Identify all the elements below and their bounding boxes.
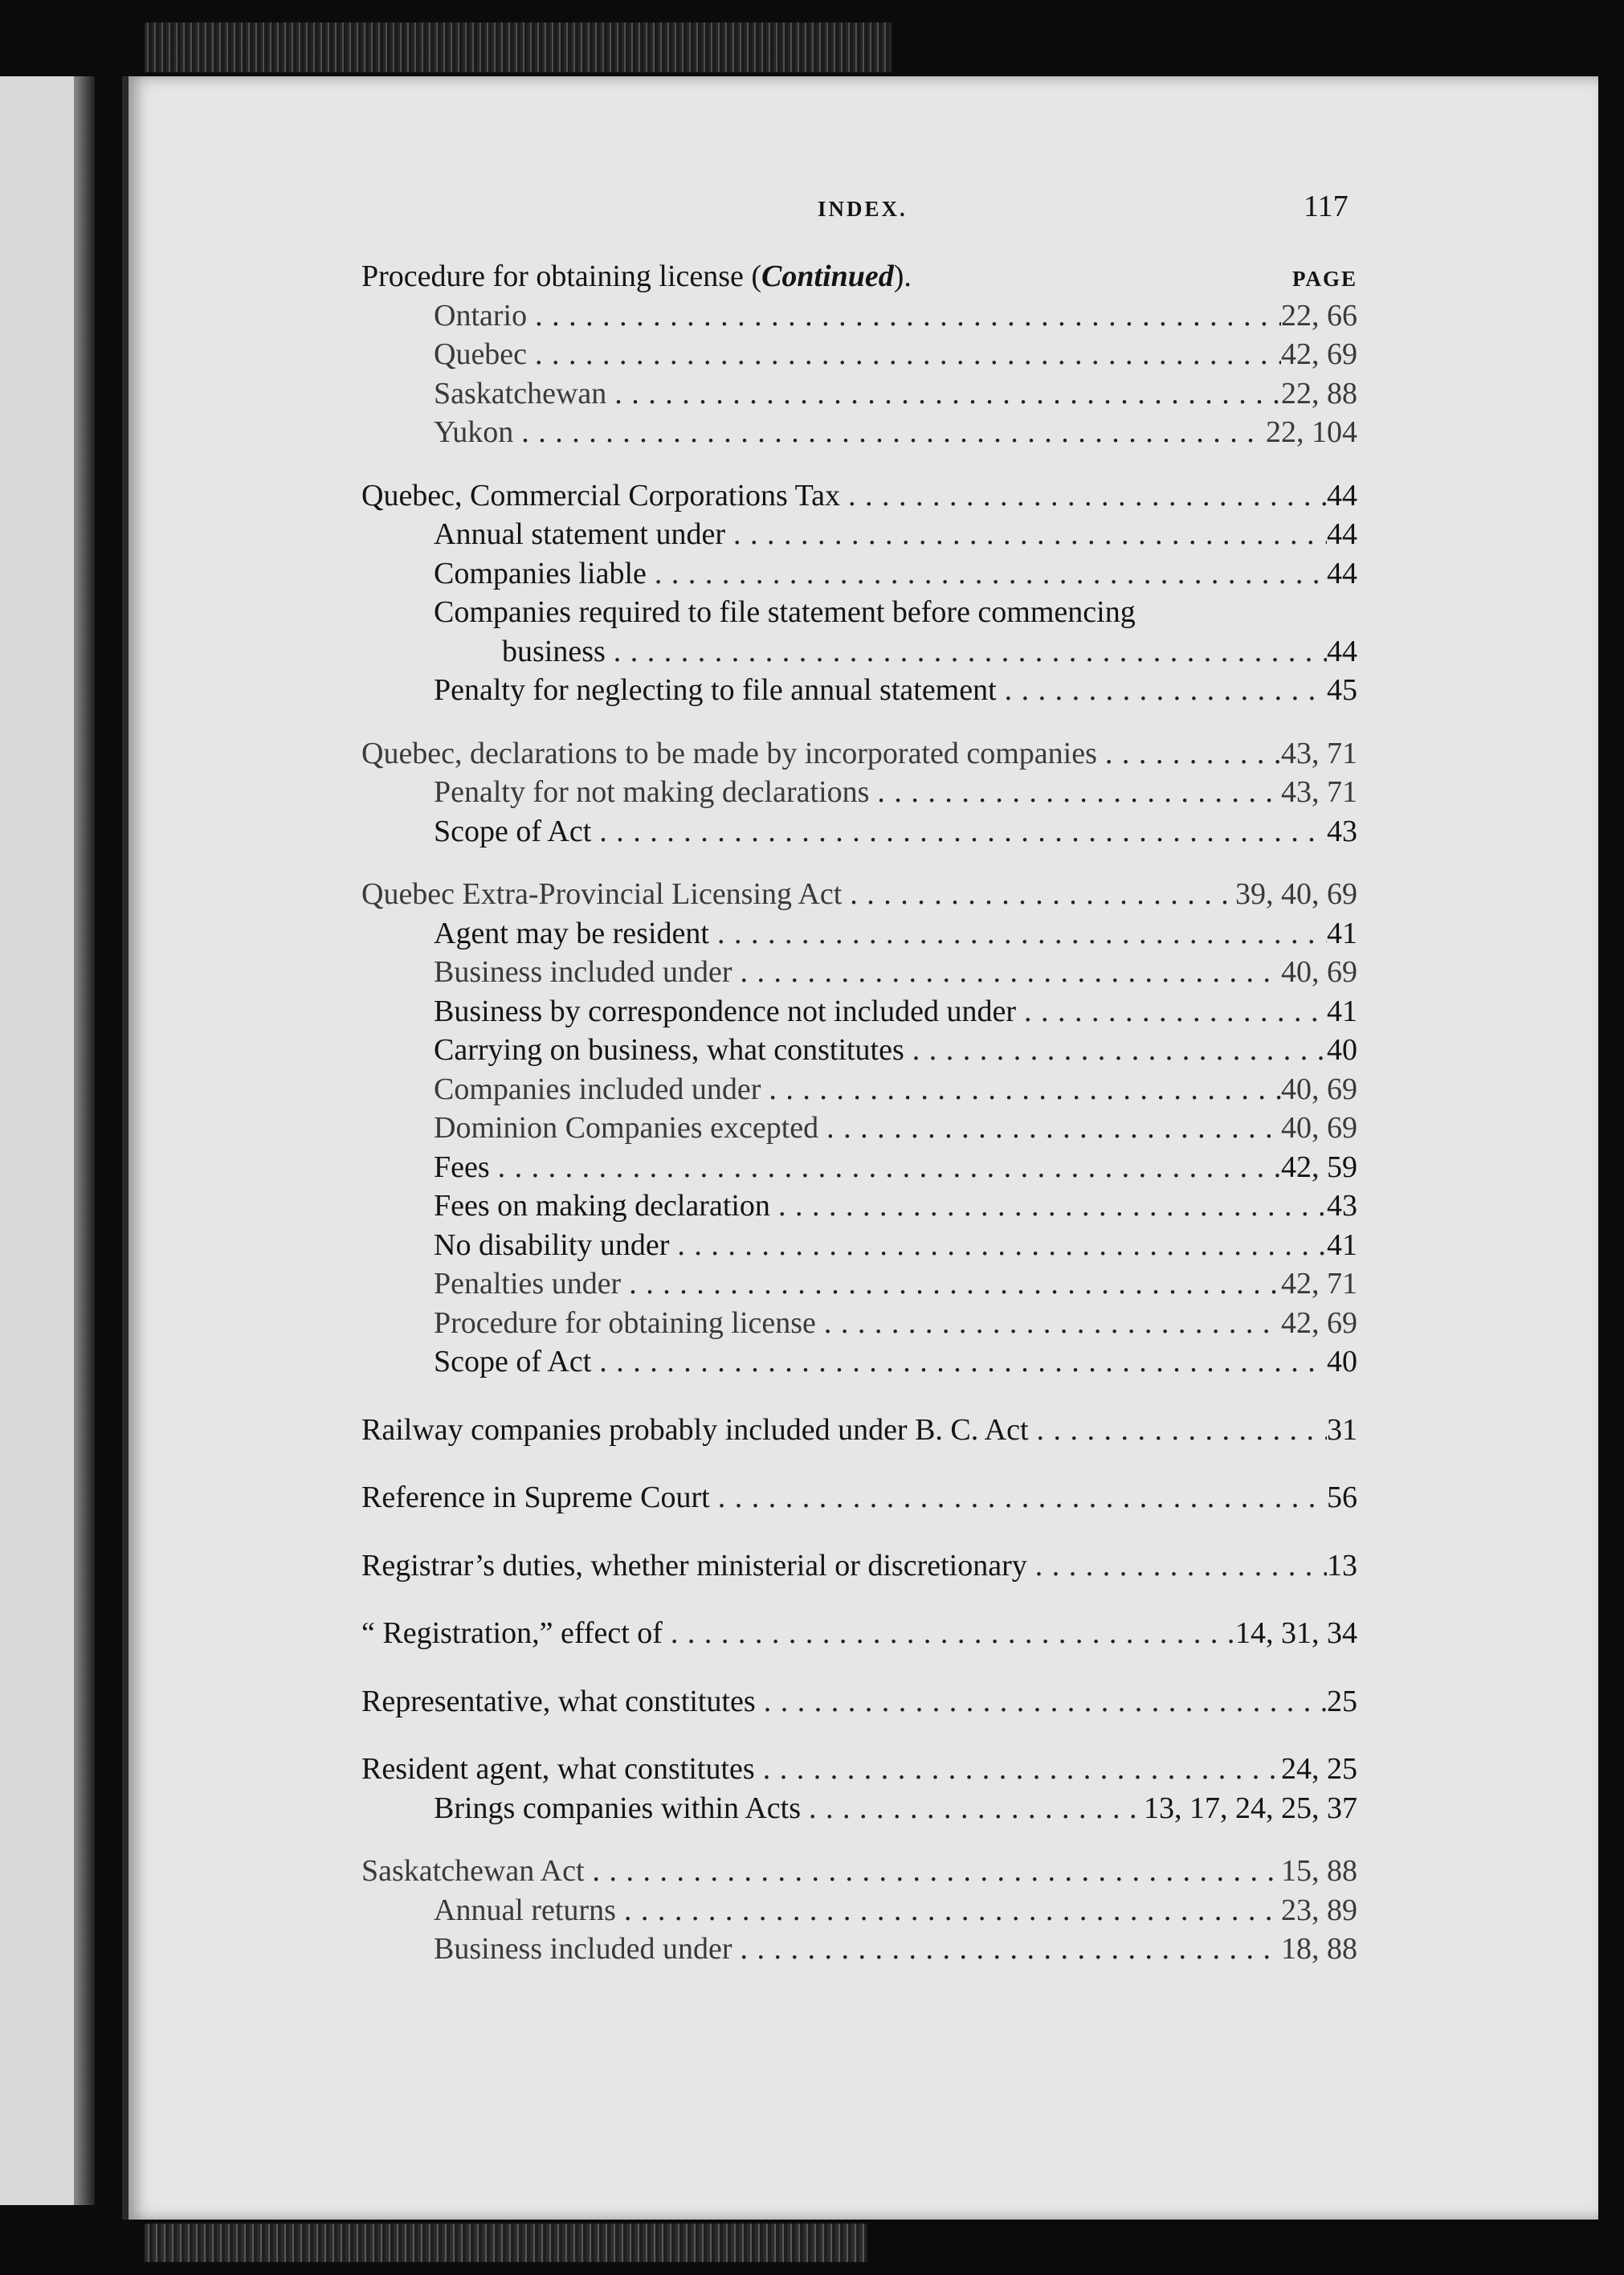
index-entry: [361, 257, 1357, 296]
index-entry: [361, 1148, 1357, 1187]
entry-label: Quebec, Commercial Corporations Tax: [361, 478, 841, 513]
dot-leader: [770, 1187, 1327, 1226]
entry-pages: 44: [1327, 478, 1357, 513]
entry-label: Railway companies probably included under B. C. Act: [361, 1412, 1029, 1447]
dot-leader: [513, 413, 1266, 452]
entry-text: [361, 734, 1097, 774]
index-entry: [361, 1930, 1357, 1969]
scan-border-bottom: [145, 2224, 867, 2262]
entry-text: [434, 1789, 801, 1828]
entry-pages: 40: [1327, 1345, 1357, 1378]
entry-text: [361, 257, 912, 296]
entry-label: Dominion Companies excepted: [434, 1111, 819, 1145]
entry-text: [434, 1109, 818, 1148]
dot-leader: [709, 914, 1327, 954]
entry-label: Yukon: [434, 415, 514, 449]
entry-text: [361, 1614, 663, 1653]
entry-text: [434, 296, 527, 336]
entry-label: Fees on making declaration: [434, 1189, 770, 1223]
entry-text: [434, 1148, 490, 1187]
entry-pages: 43: [1327, 814, 1357, 848]
entry-pages: 43, 71: [1281, 775, 1357, 809]
index-entry: [361, 1411, 1357, 1450]
index-entry: [361, 413, 1357, 452]
index-entry: [361, 632, 1357, 672]
entry-text: [434, 914, 709, 954]
dot-leader: [1027, 1546, 1327, 1586]
dot-leader: [669, 1226, 1327, 1265]
entry-label: “ Registration,” effect of: [361, 1616, 663, 1650]
entry-pages: 41: [1327, 916, 1357, 950]
entry-label: Reference in Supreme Court: [361, 1481, 710, 1514]
dot-leader: [755, 1750, 1281, 1789]
entry-pages: 39, 40, 69: [1235, 877, 1357, 911]
index-entry: [361, 515, 1357, 554]
entry-label: Penalty for not making declarations: [434, 775, 870, 809]
index-entry: [361, 1187, 1357, 1226]
entry-label: Procedure for obtaining license (: [361, 259, 762, 293]
entry-label: Companies included under: [434, 1072, 761, 1106]
index-entry: [361, 992, 1357, 1031]
dot-leader: [761, 1070, 1281, 1109]
entry-text: [361, 875, 842, 914]
entry-text: [434, 1031, 904, 1070]
dot-leader: [591, 812, 1327, 852]
entry-text: [434, 773, 869, 812]
entry-text: [434, 374, 606, 414]
entry-pages: 22, 104: [1266, 415, 1357, 449]
index-entry: [361, 875, 1357, 914]
index-entry: [361, 335, 1357, 374]
entry-pages: 22, 88: [1281, 376, 1357, 410]
dot-leader: [816, 1304, 1281, 1343]
entry-pages: 40, 69: [1281, 1072, 1357, 1106]
entry-text: [434, 812, 591, 852]
entry-text: [361, 1682, 756, 1722]
entry-text: [434, 1070, 761, 1109]
dot-leader: [591, 1342, 1327, 1382]
index-entries: [361, 257, 1357, 1969]
entry-pages: 44: [1327, 517, 1357, 551]
dot-leader: [527, 296, 1281, 336]
entry-text: [434, 1187, 770, 1226]
entry-text: [434, 992, 1016, 1031]
index-entry: [361, 1750, 1357, 1789]
dot-leader: [490, 1148, 1281, 1187]
dot-leader: [818, 1109, 1281, 1148]
entry-label: business: [502, 634, 606, 668]
entry-text: [361, 1411, 1029, 1450]
entry-label: Scope of Act: [434, 814, 592, 848]
entry-text: [434, 1930, 732, 1969]
entry-text: [361, 1478, 710, 1517]
index-entry: [361, 1891, 1357, 1930]
index-entry: [361, 1264, 1357, 1304]
entry-pages: 45: [1327, 673, 1357, 707]
entry-italic: Continued: [761, 259, 894, 293]
scan-border-top: [145, 22, 892, 72]
index-entry: [361, 1226, 1357, 1265]
entry-pages: 56: [1327, 1481, 1357, 1514]
entry-label: Quebec Extra-Provincial Licensing Act: [361, 877, 843, 911]
entry-pages: 42, 71: [1281, 1267, 1357, 1301]
index-entry: [361, 1789, 1357, 1828]
entry-text: [434, 953, 732, 992]
entry-pages: 42, 69: [1281, 1305, 1357, 1340]
index-entry: [361, 773, 1357, 812]
entry-pages: 44: [1327, 556, 1357, 590]
entry-pages: 40, 69: [1281, 955, 1357, 989]
dot-leader: [585, 1852, 1281, 1891]
dot-leader: [840, 476, 1327, 516]
entry-label: Representative, what constitutes: [361, 1684, 756, 1718]
entry-label: Annual statement under: [434, 517, 726, 551]
entry-label: Quebec, declarations to be made by incorporated companies: [361, 736, 1097, 770]
entry-pages: 42, 59: [1281, 1150, 1357, 1184]
entry-pages: 31: [1327, 1412, 1357, 1447]
dot-leader: [725, 515, 1327, 554]
index-entry: [361, 1070, 1357, 1109]
entry-pages: 40: [1327, 1033, 1357, 1067]
index-page: [122, 76, 1598, 2220]
index-entry: [361, 593, 1357, 632]
entry-label: Resident agent, what constitutes: [361, 1752, 755, 1786]
entry-text: [434, 413, 513, 452]
entry-text: [434, 1342, 591, 1382]
index-entry: [361, 1614, 1357, 1653]
running-head: [129, 189, 1598, 237]
entry-label: Carrying on business, what constitutes: [434, 1033, 904, 1067]
entry-label: Procedure for obtaining license: [434, 1305, 816, 1340]
entry-text: [434, 671, 997, 710]
entry-label: Business included under: [434, 1932, 732, 1966]
dot-leader: [710, 1478, 1327, 1517]
index-entry: [361, 812, 1357, 852]
index-entry: [361, 953, 1357, 992]
facing-page-edge: [0, 76, 95, 2205]
entry-pages: 42, 69: [1281, 337, 1357, 371]
entry-pages: 18, 88: [1281, 1932, 1357, 1966]
page-column-label: PAGE: [1292, 267, 1357, 291]
entry-text: [361, 1546, 1027, 1586]
entry-label: Companies required to file statement before commencing: [434, 595, 1136, 629]
entry-label: Companies liable: [434, 556, 647, 590]
entry-pages: 13, 17, 24, 25, 37: [1144, 1791, 1357, 1825]
dot-leader: [606, 374, 1281, 414]
index-entry: [361, 1682, 1357, 1722]
entry-text: [434, 1264, 621, 1304]
index-entry: [361, 1342, 1357, 1382]
entry-label: Penalty for neglecting to file annual statement: [434, 673, 997, 707]
entry-label: Scope of Act: [434, 1345, 592, 1378]
entry-label: Registrar’s duties, whether ministerial or discretionary: [361, 1548, 1027, 1583]
entry-label: Quebec: [434, 337, 528, 371]
entry-text: [361, 1852, 585, 1891]
index-entry: [361, 1031, 1357, 1070]
dot-leader: [606, 632, 1327, 672]
page-number: 117: [1304, 190, 1349, 223]
index-entry: [361, 734, 1357, 774]
entry-label: Agent may be resident: [434, 916, 709, 950]
entry-suffix: ).: [893, 259, 912, 293]
dot-leader: [1016, 992, 1327, 1031]
entry-label: Fees: [434, 1150, 490, 1184]
entry-text: [434, 593, 1357, 632]
entry-text: [434, 1226, 669, 1265]
dot-leader: [663, 1614, 1235, 1653]
dot-leader: [1097, 734, 1281, 774]
entry-label: Business by correspondence not included under: [434, 994, 1016, 1028]
entry-label: Ontario: [434, 298, 528, 333]
entry-pages: 41: [1327, 1227, 1357, 1262]
running-title: INDEX.: [818, 197, 908, 221]
dot-leader: [616, 1891, 1281, 1930]
entry-text: [361, 476, 840, 516]
entry-text: [434, 515, 725, 554]
entry-pages: 44: [1327, 634, 1357, 668]
index-entry: [361, 671, 1357, 710]
entry-pages: 24, 25: [1281, 1752, 1357, 1786]
dot-leader: [869, 773, 1281, 812]
entry-label: Saskatchewan Act: [361, 1854, 585, 1888]
dot-leader: [647, 554, 1327, 594]
entry-pages: 22, 66: [1281, 298, 1357, 333]
index-entry: [361, 476, 1357, 516]
index-entry: [361, 1546, 1357, 1586]
entry-label: Saskatchewan: [434, 376, 607, 410]
dot-leader: [527, 335, 1281, 374]
index-entry: [361, 914, 1357, 954]
entry-label: Penalties under: [434, 1267, 622, 1301]
dot-leader: [997, 671, 1327, 710]
dot-leader: [756, 1682, 1327, 1722]
entry-text: [434, 335, 527, 374]
entry-pages: 40, 69: [1281, 1111, 1357, 1145]
index-entry: [361, 296, 1357, 336]
entry-pages: 43, 71: [1281, 736, 1357, 770]
entry-pages: 41: [1327, 994, 1357, 1028]
dot-leader: [732, 953, 1281, 992]
dot-leader: [1029, 1411, 1327, 1450]
entry-pages: 14, 31, 34: [1235, 1616, 1357, 1650]
entry-text: [502, 632, 606, 672]
entry-label: Business included under: [434, 955, 732, 989]
index-entry: [361, 554, 1357, 594]
entry-text: [434, 554, 647, 594]
entry-pages: 23, 89: [1281, 1893, 1357, 1927]
index-entry: [361, 374, 1357, 414]
index-entry: [361, 1852, 1357, 1891]
dot-leader: [621, 1264, 1281, 1304]
entry-text: [434, 1891, 616, 1930]
index-entry: [361, 1109, 1357, 1148]
dot-leader: [801, 1789, 1144, 1828]
entry-text: [434, 1304, 816, 1343]
entry-pages: 25: [1327, 1684, 1357, 1718]
dot-leader: [842, 875, 1235, 914]
index-entry: [361, 1304, 1357, 1343]
entry-text: [361, 1750, 755, 1789]
entry-label: Annual returns: [434, 1893, 616, 1927]
dot-leader: [732, 1930, 1281, 1969]
entry-label: Brings companies within Acts: [434, 1791, 802, 1825]
entry-pages: 43: [1327, 1189, 1357, 1223]
entry-pages: 15, 88: [1281, 1854, 1357, 1888]
dot-leader: [904, 1031, 1327, 1070]
index-entry: [361, 1478, 1357, 1517]
entry-label: No disability under: [434, 1227, 670, 1262]
entry-pages: 13: [1327, 1548, 1357, 1583]
